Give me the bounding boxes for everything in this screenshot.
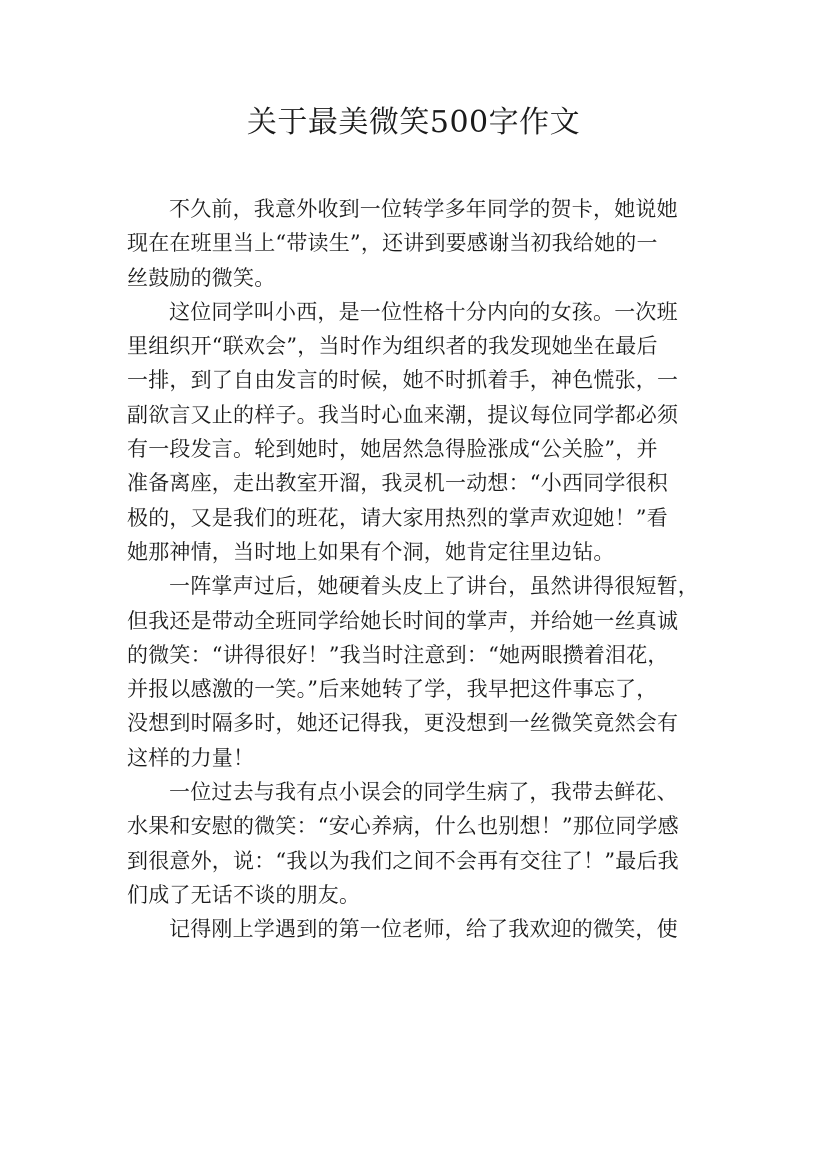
text-line: 到很意外，说：“我以为我们之间不会再有交往了！”最后我 bbox=[127, 848, 679, 873]
text-line: 没想到时隔多时，她还记得我，更没想到一丝微笑竟然会有 bbox=[127, 711, 679, 736]
text-line: 这位同学叫小西，是一位性格十分内向的女孩。一次班 bbox=[169, 299, 678, 324]
document-title: 关于最美微笑500字作文 bbox=[246, 105, 581, 140]
paragraph bbox=[127, 192, 707, 295]
paragraph bbox=[127, 775, 707, 912]
text-line: 一阵掌声过后，她硬着头皮上了讲台，虽然讲得很短暂， bbox=[169, 574, 699, 599]
paragraph bbox=[127, 295, 707, 569]
text-line: 里组织开“联欢会”，当时作为组织者的我发现她坐在最后 bbox=[127, 334, 658, 359]
text-line: 的微笑：“讲得很好！”我当时注意到：“她两眼攒着泪花， bbox=[127, 642, 669, 667]
document-body bbox=[127, 192, 707, 947]
text-line: 副欲言又止的样子。我当时心血来潮，提议每位同学都必须 bbox=[127, 402, 679, 427]
paragraph bbox=[127, 912, 707, 946]
text-line: 这样的力量！ bbox=[127, 745, 255, 770]
text-line: 并报以感激的一笑。”后来她转了学，我早把这件事忘了， bbox=[127, 677, 658, 702]
text-line: 现在在班里当上“带读生”，还讲到要感谢当初我给她的一 bbox=[127, 231, 658, 256]
text-line: 不久前，我意外收到一位转学多年同学的贺卡，她说她 bbox=[169, 197, 678, 221]
text-line: 记得刚上学遇到的第一位老师，给了我欢迎的微笑，使 bbox=[169, 917, 678, 942]
paragraph bbox=[127, 569, 707, 775]
text-line: 一位过去与我有点小误会的同学生病了，我带去鲜花、 bbox=[169, 780, 678, 805]
text-line: 水果和安慰的微笑：“安心养病，什么也别想！”那位同学感 bbox=[127, 814, 679, 839]
text-line: 但我还是带动全班同学给她长时间的掌声，并给她一丝真诚 bbox=[127, 608, 679, 633]
text-line: 一排，到了自由发言的时候，她不时抓着手，神色慌张，一 bbox=[127, 368, 679, 393]
text-line: 准备离座，走出教室开溜，我灵机一动想：“小西同学很积 bbox=[127, 471, 668, 496]
text-line: 有一段发言。轮到她时，她居然急得脸涨成“公关脸”，并 bbox=[127, 437, 658, 462]
text-line: 丝鼓励的微笑。 bbox=[127, 265, 276, 290]
text-line: 极的，又是我们的班花，请大家用热烈的掌声欢迎她！”看 bbox=[127, 505, 668, 530]
text-line: 她那神情，当时地上如果有个洞，她肯定往里边钻。 bbox=[127, 539, 615, 564]
text-line: 们成了无话不谈的朋友。 bbox=[127, 882, 361, 907]
